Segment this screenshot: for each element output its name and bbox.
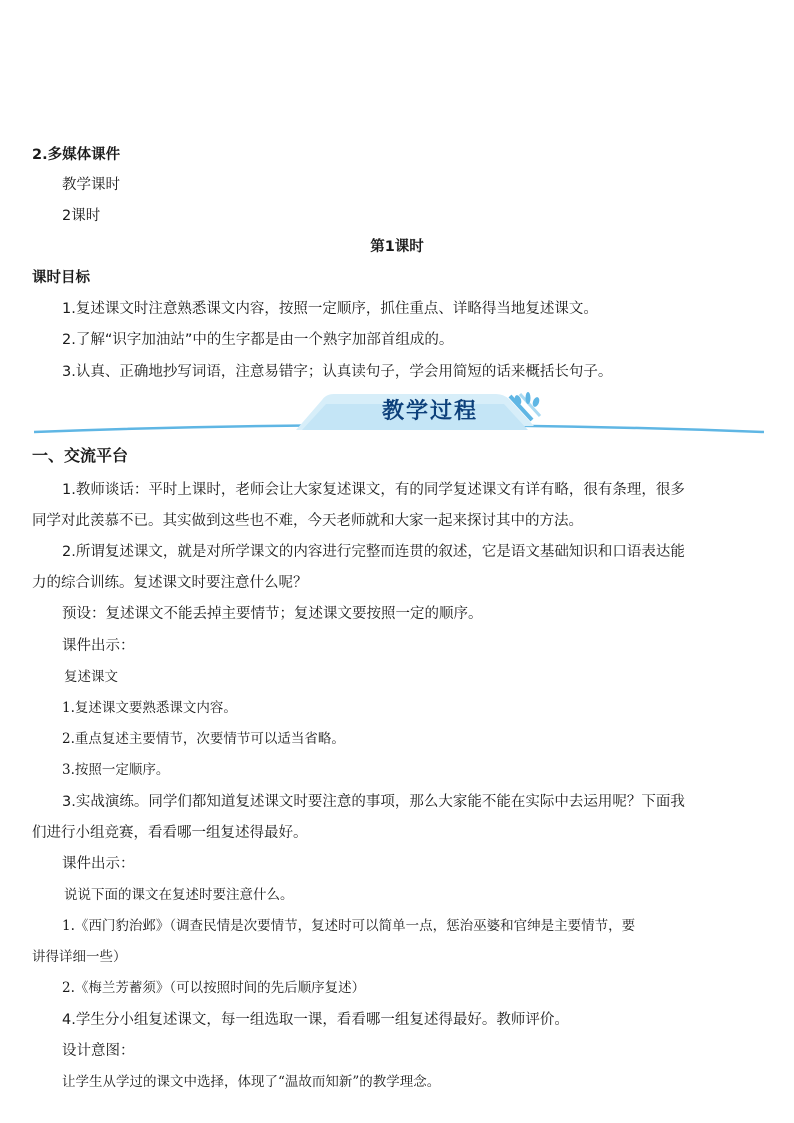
hours-value: 2课时 (62, 208, 101, 224)
paragraph-1: 1.教师谈话：平时上课时，老师会让大家复述课文，有的同学复述课文有详有略，很有条理，很多 (62, 482, 685, 498)
materials-item: 2.多媒体课件 (32, 147, 121, 163)
courseware-label-2: 课件出示： (62, 856, 135, 872)
goal-item: 1.复述课文时注意熟悉课文内容，按照一定顺序，抓住重点、详略得当地复述课文。 (62, 301, 598, 317)
goals-heading: 课时目标 (32, 270, 90, 286)
hours-heading: 教学课时 (62, 177, 120, 193)
design-label: 设计意图： (62, 1043, 135, 1059)
goal-item: 2.了解“识字加油站”中的生字都是由一个熟字加部首组成的。 (62, 332, 454, 348)
paragraph-3: 3.实战演练。同学们都知道复述课文时要注意的事项，那么大家能不能在实际中去运用呢？下面我 (62, 794, 685, 810)
paragraph-2-cont: 力的综合训练。复述课文时要注意什么呢？ (32, 575, 308, 591)
courseware-label: 课件出示： (62, 638, 135, 654)
process-heading: 一、交流平台 (32, 446, 129, 465)
courseware-title: 复述课文 (64, 669, 118, 685)
courseware-item-2b: 2.《梅兰芳蓄须》（可以按照时间的先后顺序复述） (62, 980, 366, 996)
courseware-item: 1.复述课文要熟悉课文内容。 (62, 700, 237, 716)
preset-text: 预设：复述课文不能丢掉主要情节；复述课文要按照一定的顺序。 (62, 606, 483, 622)
banner-title: 教学过程 (381, 399, 478, 424)
courseware-title-2: 说说下面的课文在复述时要注意什么。 (64, 887, 294, 903)
paragraph-4: 4.学生分小组复述课文，每一组选取一课，看看哪一组复述得最好。教师评价。 (62, 1012, 569, 1028)
lesson-title: 第1课时 (370, 239, 424, 255)
design-text: 让学生从学过的课文中选择，体现了“温故而知新”的教学理念。 (62, 1074, 441, 1090)
courseware-item: 3.按照一定顺序。 (62, 762, 170, 778)
goal-item: 3.认真、正确地抄写词语，注意易错字；认真读句子，学会用简短的话来概括长句子。 (62, 364, 613, 380)
section-banner (34, 390, 764, 440)
paragraph-3-cont: 们进行小组竞赛，看看哪一组复述得最好。 (32, 825, 308, 841)
courseware-item-2-cont: 讲得详细一些） (32, 949, 127, 965)
paragraph-2: 2.所谓复述课文，就是对所学课文的内容进行完整而连贯的叙述，它是语文基础知识和口语表达能 (62, 544, 685, 560)
courseware-item: 2.重点复述主要情节，次要情节可以适当省略。 (62, 731, 345, 747)
paragraph-1-cont: 同学对此羡慕不已。其实做到这些也不难，今天老师就和大家一起来探讨其中的方法。 (32, 513, 583, 529)
courseware-item-2: 1.《西门豹治邺》（调查民情是次要情节，复述时可以简单一点，惩治巫婆和官绅是主要情节，要 (62, 918, 636, 934)
